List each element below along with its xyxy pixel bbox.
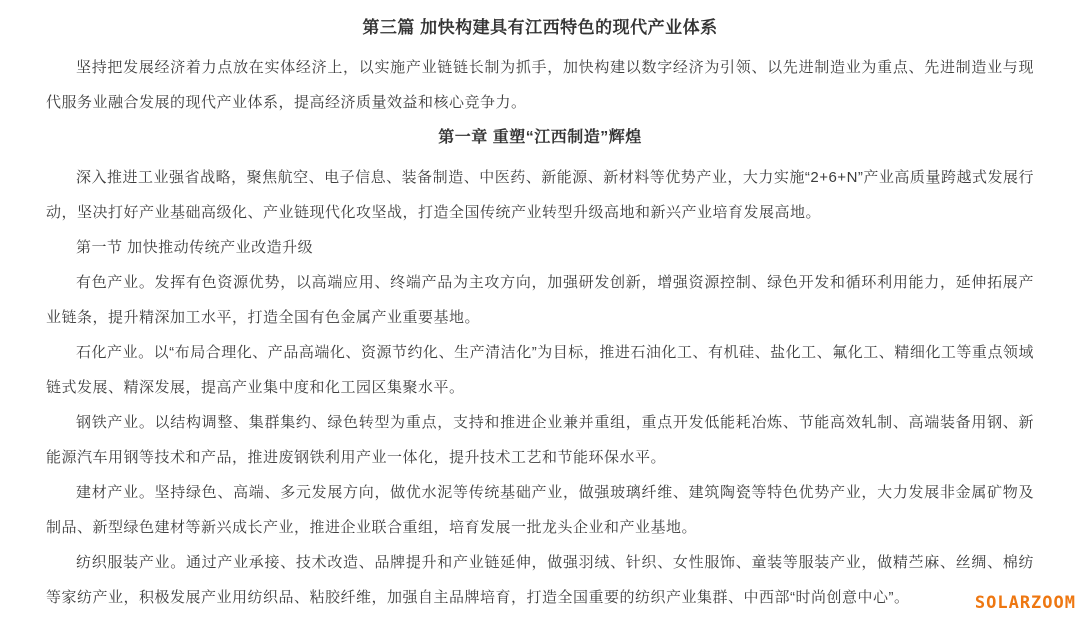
chapter-paragraph: 深入推进工业强省战略，聚焦航空、电子信息、装备制造、中医药、新能源、新材料等优势产业，大力实施“2+6+N”产业高质量跨越式发展行动，坚决打好产业基础高级化、产业链现代化攻坚战，打造全国传统产业转型升级高地和新兴产业培育发展高地。 (46, 169, 1034, 221)
solarzoom-watermark: SOLARZOOM (971, 594, 1076, 612)
paragraph-building-materials-industry: 建材产业。坚持绿色、高端、多元发展方向，做优水泥等传统基础产业，做强玻璃纤维、建筑陶瓷等特色优势产业，大力发展非金属矿物及制品、新型绿色建材等新兴成长产业，推进企业联合重组，培育发展一批龙头企业和产业基地。 (46, 484, 1034, 536)
paragraph-steel-industry: 钢铁产业。以结构调整、集群集约、绿色转型为重点，支持和推进企业兼并重组，重点开发低能耗冶炼、节能高效轧制、高端装备用钢、新能源汽车用钢等技术和产品，推进废钢铁利用产业一体化，提升技术工艺和节能环保水平。 (46, 414, 1034, 466)
paragraph-petrochemical-industry: 石化产业。以“布局合理化、产品高端化、资源节约化、生产清洁化”为目标，推进石油化工、有机硅、盐化工、氟化工、精细化工等重点领域链式发展、精深发展，提高产业集中度和化工园区集聚水平。 (46, 344, 1034, 396)
chapter-title: 第一章 重塑“江西制造”辉煌 (438, 129, 642, 146)
intro-paragraph: 坚持把发展经济着力点放在实体经济上，以实施产业链链长制为抓手，加快构建以数字经济为引领、以先进制造业为重点、先进制造业与现代服务业融合发展的现代产业体系，提高经济质量效益和核心竞争力。 (46, 59, 1034, 111)
paragraph-nonferrous-industry: 有色产业。发挥有色资源优势，以高端应用、终端产品为主攻方向，加强研发创新，增强资源控制、绿色开发和循环利用能力，延伸拓展产业链条，提升精深加工水平，打造全国有色金属产业重要基地。 (46, 274, 1034, 326)
paragraph-textile-apparel-industry: 纺织服装产业。通过产业承接、技术改造、品牌提升和产业链延伸，做强羽绒、针织、女性服饰、童装等服装产业，做精苎麻、丝绸、棉纺等家纺产业，积极发展产业用纺织品、粘胶纤维，加强自主品牌培育，打造全国重要的纺织产业集群、中西部“时尚创意中心”。 (46, 554, 1034, 606)
part-title: 第三篇 加快构建具有江西特色的现代产业体系 (362, 18, 718, 37)
section-title: 第一节 加快推动传统产业改造升级 (76, 239, 314, 256)
